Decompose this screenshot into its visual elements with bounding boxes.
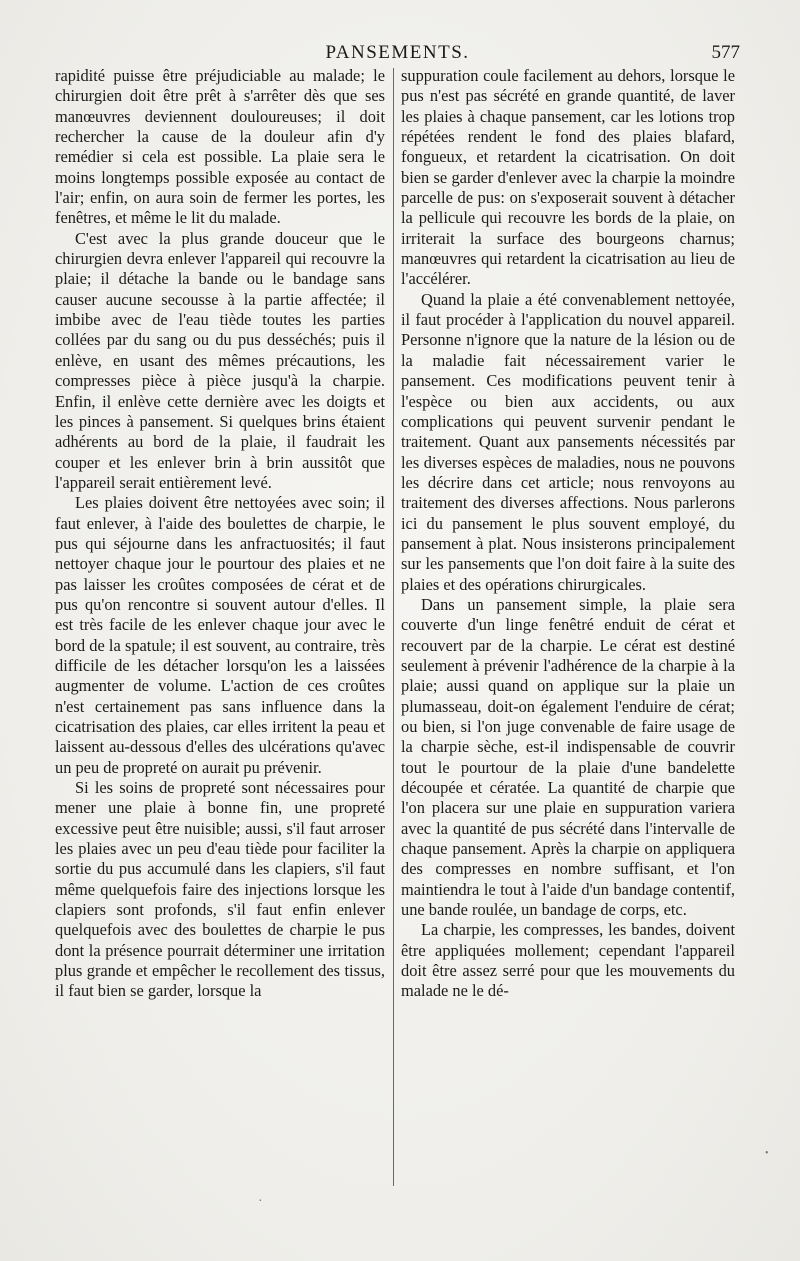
right-column (401, 66, 735, 1002)
column-divider (393, 68, 394, 1186)
page-number: 577 (711, 42, 740, 63)
paragraph: Si les soins de propreté sont nécessaires pour mener une plaie à bonne fin, une propreté excessive peut être nuisible; aussi, s'il faut arroser les plaies avec un peu d'eau tiède pour faciliter la sortie du pus accumulé dans les clapiers, s'il faut même quelquefois faire des injections lorsque les clapiers sont profonds, s'il faut enfin enlever quelquefois avec des boulettes de charpie le pus dont la présence pourrait déterminer une irritation plus grande et empêcher le recollement des tissus, il faut bien se garder, lorsque la (55, 778, 385, 1001)
paragraph: Quand la plaie a été convenablement nettoyée, il faut procéder à l'application du nouvel appareil. Personne n'ignore que la nature de la lésion ou de la maladie fait nécessairement varier le pansement. Ces modifications peuvent tenir à l'espèce ou bien aux accidents, ou aux complications qui peuvent survenir pendant le traitement. Quant aux pansements nécessités par les diverses espèces de maladies, nous ne pouvons les décrire dans cet article; nous renvoyons au traitement des diverses affections. Nous parlerons ici du pansement le plus souvent employé, du pansement à plat. Nous insisterons principalement sur les pansements que l'on doit faire à la suite des plaies et des opérations chirurgicales. (401, 289, 735, 594)
page-header (55, 40, 740, 68)
ink-speck: · (258, 1194, 263, 1209)
paragraph: Les plaies doivent être nettoyées avec soin; il faut enlever, à l'aide des boulettes de charpie, le pus qui séjourne dans les anfractuosités; il faut nettoyer chaque jour le pourtour des plaies et ne pas laisser les croûtes composées de cérat et de pus qu'on rencontre si souvent autour d'elles. Il est très facile de les enlever chaque jour avec le bord de la spatule; il est souvent, au contraire, très difficile de les détacher lorsqu'on les a laissées augmenter de volume. L'action de ces croûtes n'est certainement pas sans influence dans la cicatrisation des plaies, car elles irritent la peau et laissent au-dessous d'elles des ulcérations qu'avec un peu de propreté on aurait pu prévenir. (55, 493, 385, 777)
paragraph: suppuration coule facilement au dehors, lorsque le pus n'est pas sécrété en grande quantité, de laver les plaies à chaque pansement, car les lotions trop répétées rendent le fond des plaies blafard, fongueux, et retardent la cicatrisation. On doit bien se garder d'enlever avec la charpie la moindre parcelle de pus: on s'exposerait souvent à détacher la pellicule qui recouvre les bords de la plaie, on irriterait la surface des bourgeons charnus; manœuvres qui retardent la cicatrisation au lieu de l'accélérer. (401, 66, 735, 289)
paragraph: Dans un pansement simple, la plaie sera couverte d'un linge fenêtré enduit de cérat et recouvert par de la charpie. Le cérat est destiné seulement à prévenir l'adhérence de la charpie à la plaie; aussi quand on applique sur la plaie un plumasseau, doit-on également l'enduire de cérat; ou bien, si l'on juge convenable de faire usage de la charpie sèche, est-il indispensable de couvrir tout le pourtour de la plaie d'une bandelette découpée et cératée. La quantité de charpie que l'on placera sur une plaie en suppuration variera avec la quantité de pus sécrété dans l'intervalle de chaque pansement. Après la charpie on appliquera des compresses en nombre suffisant, et l'on maintiendra le tout à l'aide d'un bandage contentif, une bande roulée, un bandage de corps, etc. (401, 594, 735, 920)
running-head: PANSEMENTS. (325, 42, 470, 63)
left-column (55, 66, 385, 1002)
ink-speck: • (765, 1148, 769, 1159)
paragraph: La charpie, les compresses, les bandes, doivent être appliquées mollement; cependant l'appareil doit être assez serré pour que les mouvements du malade ne le dé- (401, 920, 735, 1001)
paragraph: C'est avec la plus grande douceur que le chirurgien devra enlever l'appareil qui recouvre la plaie; il détache la bande ou le bandage sans causer aucune secousse à la partie affectée; il imbibe avec de l'eau tiède toutes les parties collées par du sang ou du pus desséchés; puis il enlève, en usant des mêmes précautions, les compresses pièce à pièce jusqu'à la charpie. Enfin, il enlève cette dernière avec les doigts et les pinces à pansement. Si quelques brins étaient adhérents au bord de la plaie, il faudrait les couper et les enlever brin à brin aussitôt que l'appareil serait entièrement levé. (55, 228, 385, 492)
paragraph: rapidité puisse être préjudiciable au malade; le chirurgien doit être prêt à s'arrêter dès que ses manœuvres deviennent douloureuses; il doit rechercher la cause de la douleur afin d'y remédier si cela est possible. La plaie sera le moins longtemps possible exposée au contact de l'air; enfin, on aura soin de fermer les portes, les fenêtres, et même le lit du malade. (55, 66, 385, 228)
